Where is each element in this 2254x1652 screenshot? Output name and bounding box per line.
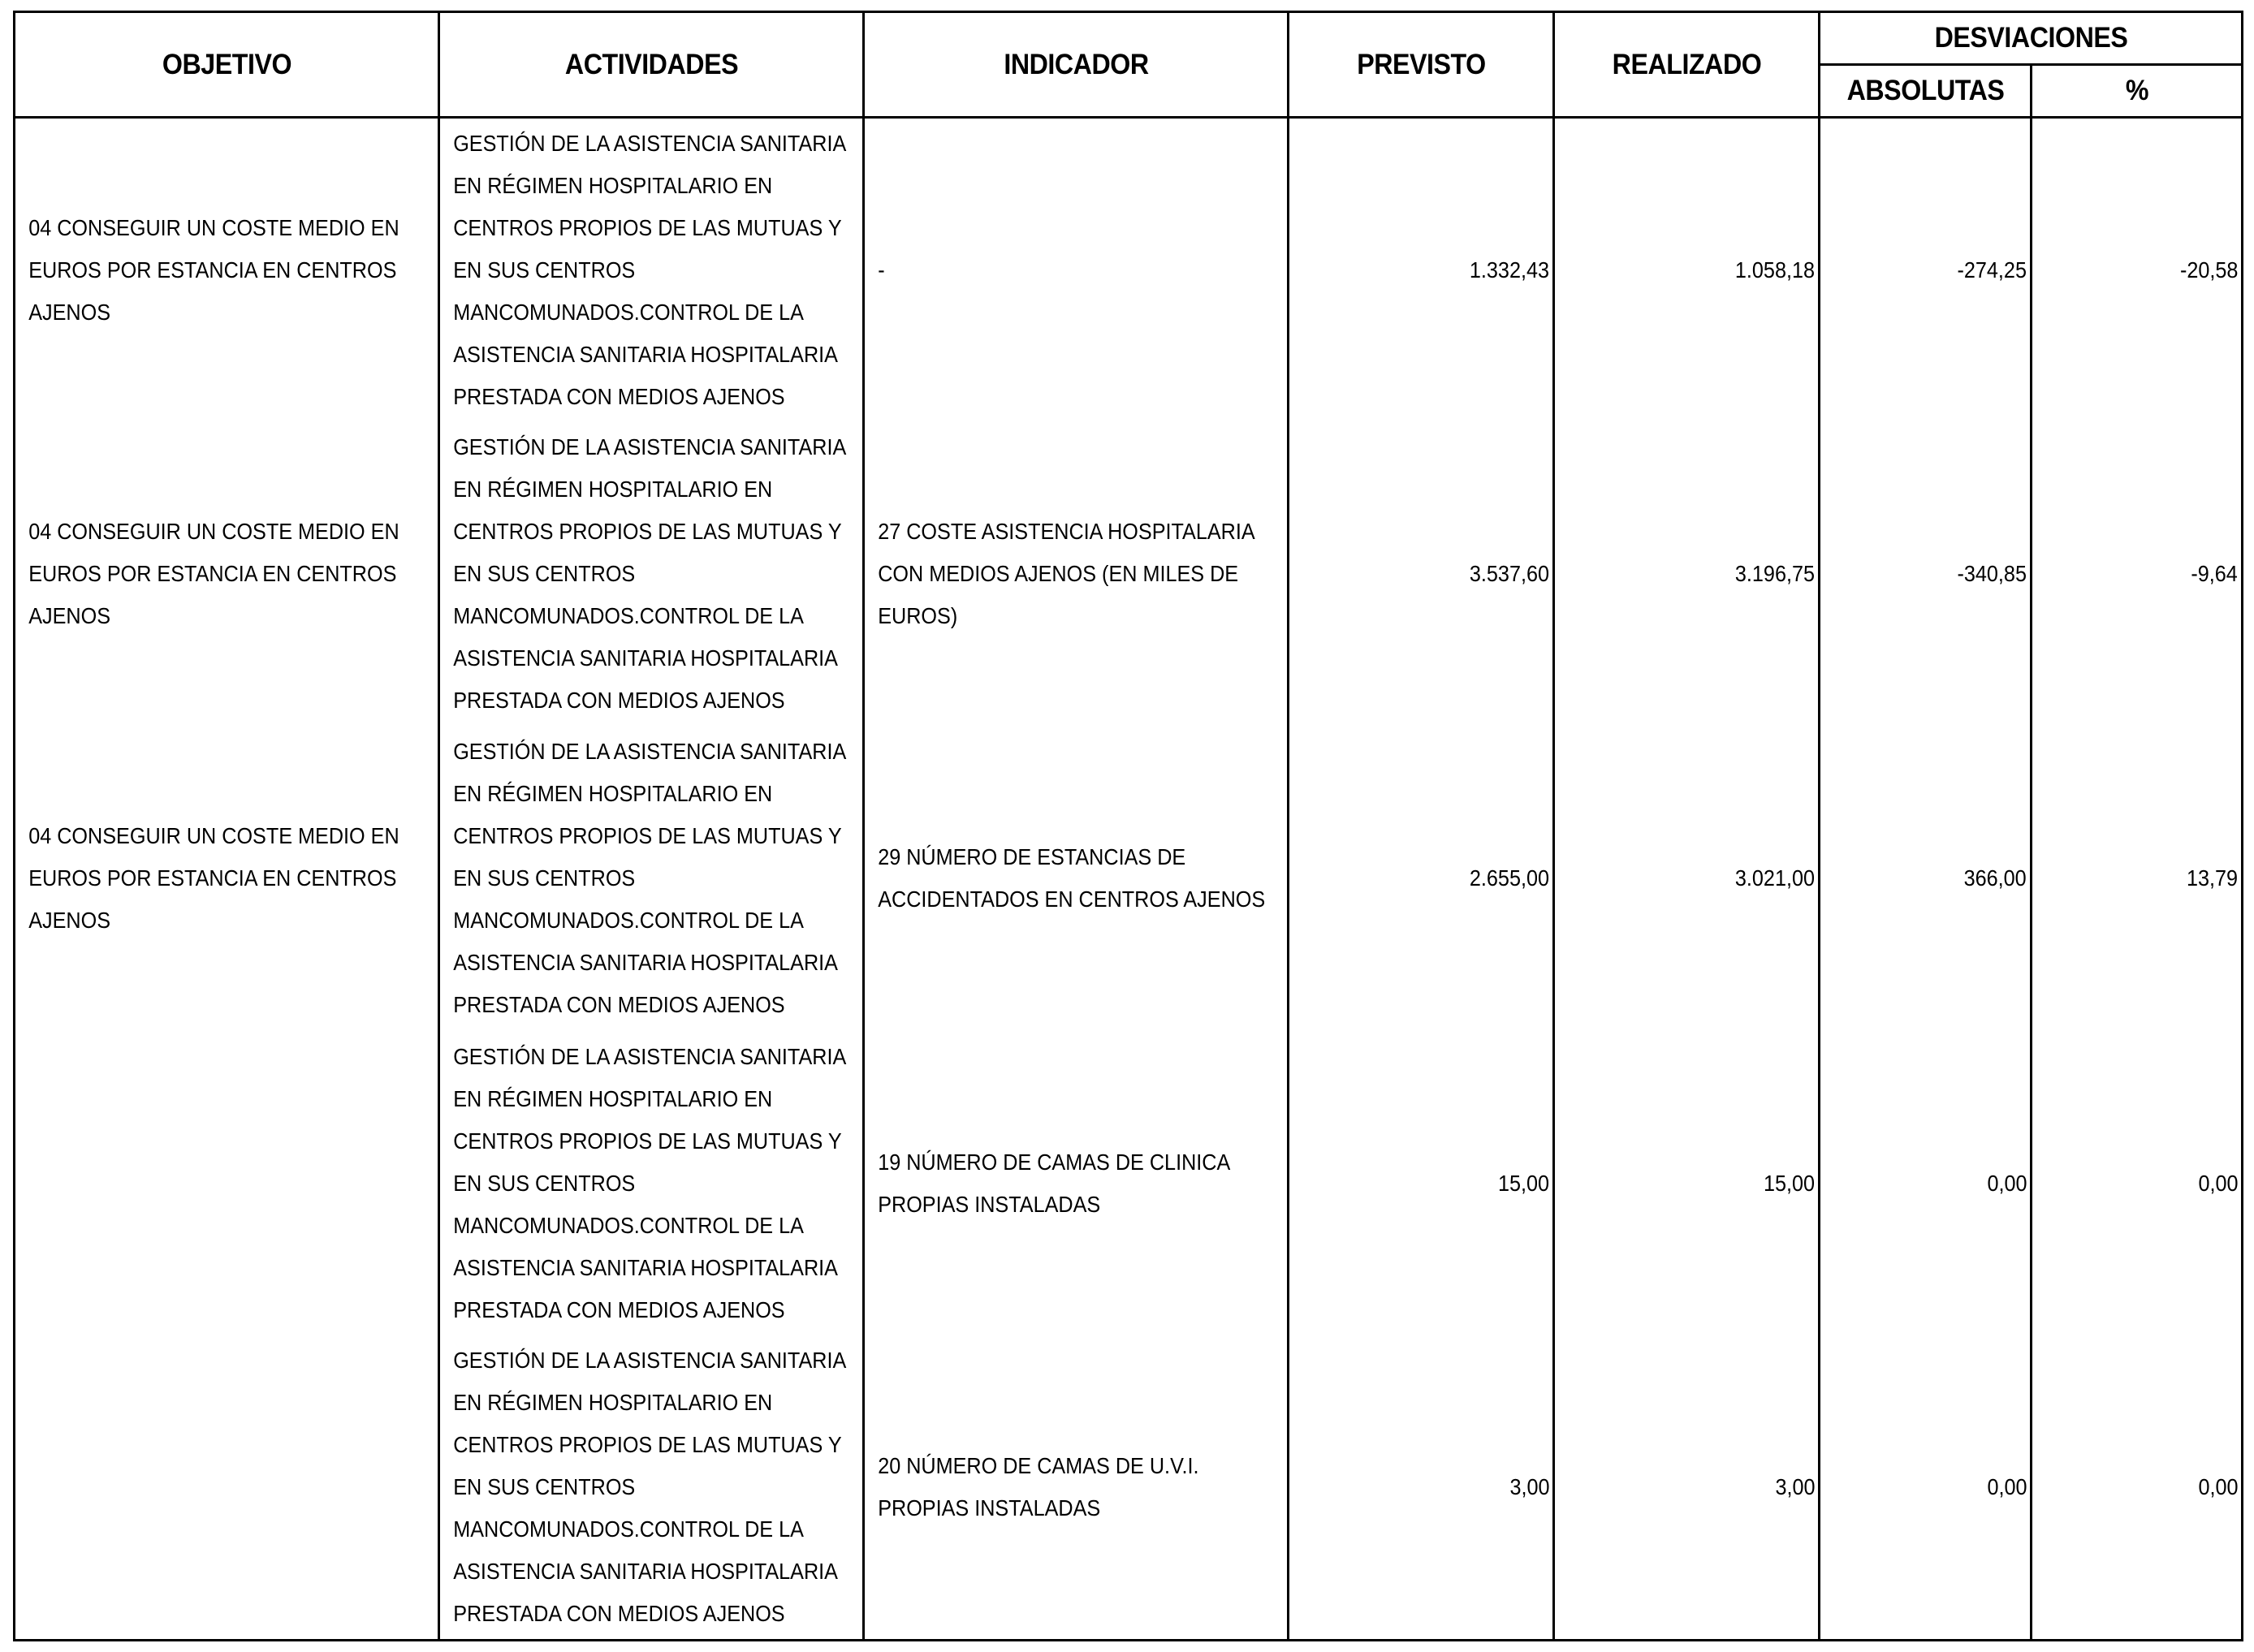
header-objetivo: OBJETIVO (31, 12, 421, 118)
absolutas-value: 0,00 (1986, 1474, 2027, 1500)
actividades-line: EN SUS CENTROS (453, 865, 636, 891)
actividades-line: PRESTADA CON MEDIOS AJENOS (453, 992, 785, 1018)
actividades-line: CENTROS PROPIOS DE LAS MUTUAS Y (453, 823, 842, 849)
indicador-line: 27 COSTE ASISTENCIA HOSPITALARIA (878, 519, 1255, 545)
cell-porcentaje (2032, 1335, 2243, 1640)
porcentaje-value: -20,58 (2179, 257, 2238, 283)
cell-actividades (439, 1335, 864, 1640)
cell-absolutas (1820, 727, 2032, 1031)
header-actividades: ACTIVIDADES (456, 12, 846, 118)
previsto-value: 2.655,00 (1469, 865, 1549, 891)
cell-previsto (1289, 1335, 1554, 1640)
actividades-line: MANCOMUNADOS.CONTROL DE LA (453, 1212, 804, 1238)
cell-absolutas (1820, 1335, 2032, 1640)
actividades-line: GESTIÓN DE LA ASISTENCIA SANITARIA (453, 1348, 847, 1374)
actividades-line: EN RÉGIMEN HOSPITALARIO EN (453, 781, 773, 807)
cell-previsto (1289, 118, 1554, 422)
cell-objetivo (15, 1335, 439, 1640)
actividades-line: MANCOMUNADOS.CONTROL DE LA (453, 908, 804, 934)
actividades-line: GESTIÓN DE LA ASISTENCIA SANITARIA (453, 434, 847, 460)
cell-realizado (1554, 118, 1820, 422)
actividades-line: ASISTENCIA SANITARIA HOSPITALARIA (453, 950, 838, 976)
cell-absolutas (1820, 422, 2032, 727)
table-row (15, 1031, 2243, 1335)
indicador-line: CON MEDIOS AJENOS (EN MILES DE (878, 561, 1239, 587)
cell-porcentaje (2032, 1031, 2243, 1335)
cell-previsto (1289, 422, 1554, 727)
cell-previsto (1289, 1031, 1554, 1335)
actividades-line: EN SUS CENTROS (453, 1474, 636, 1500)
indicador-line: 19 NÚMERO DE CAMAS DE CLINICA (878, 1149, 1231, 1175)
cell-objetivo (15, 1031, 439, 1335)
cell-absolutas (1820, 1031, 2032, 1335)
actividades-line: PRESTADA CON MEDIOS AJENOS (453, 1601, 785, 1627)
absolutas-value: -340,85 (1957, 561, 2027, 587)
cell-porcentaje (2032, 727, 2243, 1031)
porcentaje-value: 13,79 (2186, 865, 2238, 891)
actividades-line: EN SUS CENTROS (453, 1170, 636, 1196)
cell-objetivo (15, 422, 439, 727)
actividades-line: CENTROS PROPIOS DE LAS MUTUAS Y (453, 214, 842, 240)
actividades-line: PRESTADA CON MEDIOS AJENOS (453, 688, 785, 714)
cell-realizado (1554, 422, 1820, 727)
cell-actividades (439, 727, 864, 1031)
actividades-line: PRESTADA CON MEDIOS AJENOS (453, 1296, 785, 1322)
absolutas-value: 366,00 (1963, 865, 2027, 891)
actividades-line: MANCOMUNADOS.CONTROL DE LA (453, 1516, 804, 1542)
objetivo-line: AJENOS (28, 908, 111, 934)
header-desviaciones: DESVIACIONES (1836, 12, 2225, 65)
actividades-line: PRESTADA CON MEDIOS AJENOS (453, 383, 785, 409)
realizado-value: 3,00 (1774, 1474, 1815, 1500)
actividades-line: ASISTENCIA SANITARIA HOSPITALARIA (453, 1254, 838, 1280)
objetivo-line: EUROS POR ESTANCIA EN CENTROS (28, 561, 397, 587)
cell-indicador (864, 422, 1289, 727)
realizado-value: 3.021,00 (1734, 865, 1815, 891)
indicador-line: EUROS) (878, 603, 958, 629)
actividades-line: EN SUS CENTROS (453, 257, 636, 283)
cell-objetivo (15, 727, 439, 1031)
objetivo-line: 04 CONSEGUIR UN COSTE MEDIO EN (28, 823, 399, 849)
objetivo-line: 04 CONSEGUIR UN COSTE MEDIO EN (28, 519, 399, 545)
cell-realizado (1554, 727, 1820, 1031)
objetivo-line: EUROS POR ESTANCIA EN CENTROS (28, 865, 397, 891)
cell-realizado (1554, 1031, 1820, 1335)
cell-actividades (439, 1031, 864, 1335)
indicador-line: - (878, 257, 885, 283)
actividades-line: MANCOMUNADOS.CONTROL DE LA (453, 299, 804, 325)
previsto-value: 3,00 (1509, 1474, 1549, 1500)
objetivo-line: EUROS POR ESTANCIA EN CENTROS (28, 257, 397, 283)
table-row (15, 422, 2243, 727)
cell-actividades (439, 422, 864, 727)
cell-previsto (1289, 727, 1554, 1031)
previsto-value: 15,00 (1497, 1170, 1549, 1196)
porcentaje-value: 0,00 (2197, 1474, 2238, 1500)
realizado-value: 3.196,75 (1734, 561, 1815, 587)
previsto-value: 1.332,43 (1469, 257, 1549, 283)
cell-porcentaje (2032, 422, 2243, 727)
absolutas-value: 0,00 (1986, 1170, 2027, 1196)
cell-porcentaje (2032, 118, 2243, 422)
realizado-value: 1.058,18 (1734, 257, 1815, 283)
porcentaje-value: 0,00 (2197, 1170, 2238, 1196)
actividades-line: CENTROS PROPIOS DE LAS MUTUAS Y (453, 519, 842, 545)
actividades-line: EN RÉGIMEN HOSPITALARIO EN (453, 1390, 773, 1416)
cell-objetivo (15, 118, 439, 422)
actividades-line: MANCOMUNADOS.CONTROL DE LA (453, 603, 804, 629)
table-row (15, 727, 2243, 1031)
header-realizado: REALIZADO (1565, 12, 1809, 118)
header-previsto: PREVISTO (1299, 12, 1544, 118)
objetivo-line: AJENOS (28, 299, 111, 325)
actividades-line: GESTIÓN DE LA ASISTENCIA SANITARIA (453, 130, 847, 156)
actividades-line: EN SUS CENTROS (453, 561, 636, 587)
previsto-value: 3.537,60 (1469, 561, 1549, 587)
actividades-line: GESTIÓN DE LA ASISTENCIA SANITARIA (453, 1043, 847, 1069)
indicador-line: PROPIAS INSTALADAS (878, 1495, 1101, 1521)
actividades-line: ASISTENCIA SANITARIA HOSPITALARIA (453, 1559, 838, 1585)
indicador-line: ACCIDENTADOS EN CENTROS AJENOS (878, 886, 1266, 912)
cell-indicador (864, 727, 1289, 1031)
objectives-table (13, 11, 2243, 1641)
actividades-line: EN RÉGIMEN HOSPITALARIO EN (453, 1085, 773, 1111)
objetivo-line: 04 CONSEGUIR UN COSTE MEDIO EN (28, 214, 399, 240)
actividades-line: CENTROS PROPIOS DE LAS MUTUAS Y (453, 1432, 842, 1458)
absolutas-value: -274,25 (1957, 257, 2027, 283)
cell-realizado (1554, 1335, 1820, 1640)
header-row (15, 12, 2243, 65)
header-absolutas: ABSOLUTAS (1828, 65, 2023, 118)
cell-actividades (439, 118, 864, 422)
table-row (15, 118, 2243, 422)
indicador-line: PROPIAS INSTALADAS (878, 1191, 1101, 1217)
cell-indicador (864, 1335, 1289, 1640)
actividades-line: CENTROS PROPIOS DE LAS MUTUAS Y (453, 1128, 842, 1154)
actividades-line: EN RÉGIMEN HOSPITALARIO EN (453, 172, 773, 198)
header-porcentaje: % (2040, 65, 2234, 118)
table-row (15, 1335, 2243, 1640)
indicador-line: 20 NÚMERO DE CAMAS DE U.V.I. (878, 1453, 1199, 1479)
objetivo-line: AJENOS (28, 603, 111, 629)
table-body (15, 118, 2243, 1641)
actividades-line: EN RÉGIMEN HOSPITALARIO EN (453, 477, 773, 503)
header-indicador: INDICADOR (880, 12, 1271, 118)
indicador-line: 29 NÚMERO DE ESTANCIAS DE (878, 844, 1186, 870)
cell-indicador (864, 118, 1289, 422)
realizado-value: 15,00 (1763, 1170, 1815, 1196)
actividades-line: ASISTENCIA SANITARIA HOSPITALARIA (453, 645, 838, 671)
cell-indicador (864, 1031, 1289, 1335)
actividades-line: GESTIÓN DE LA ASISTENCIA SANITARIA (453, 739, 847, 765)
actividades-line: ASISTENCIA SANITARIA HOSPITALARIA (453, 341, 838, 367)
porcentaje-value: -9,64 (2191, 561, 2238, 587)
cell-absolutas (1820, 118, 2032, 422)
